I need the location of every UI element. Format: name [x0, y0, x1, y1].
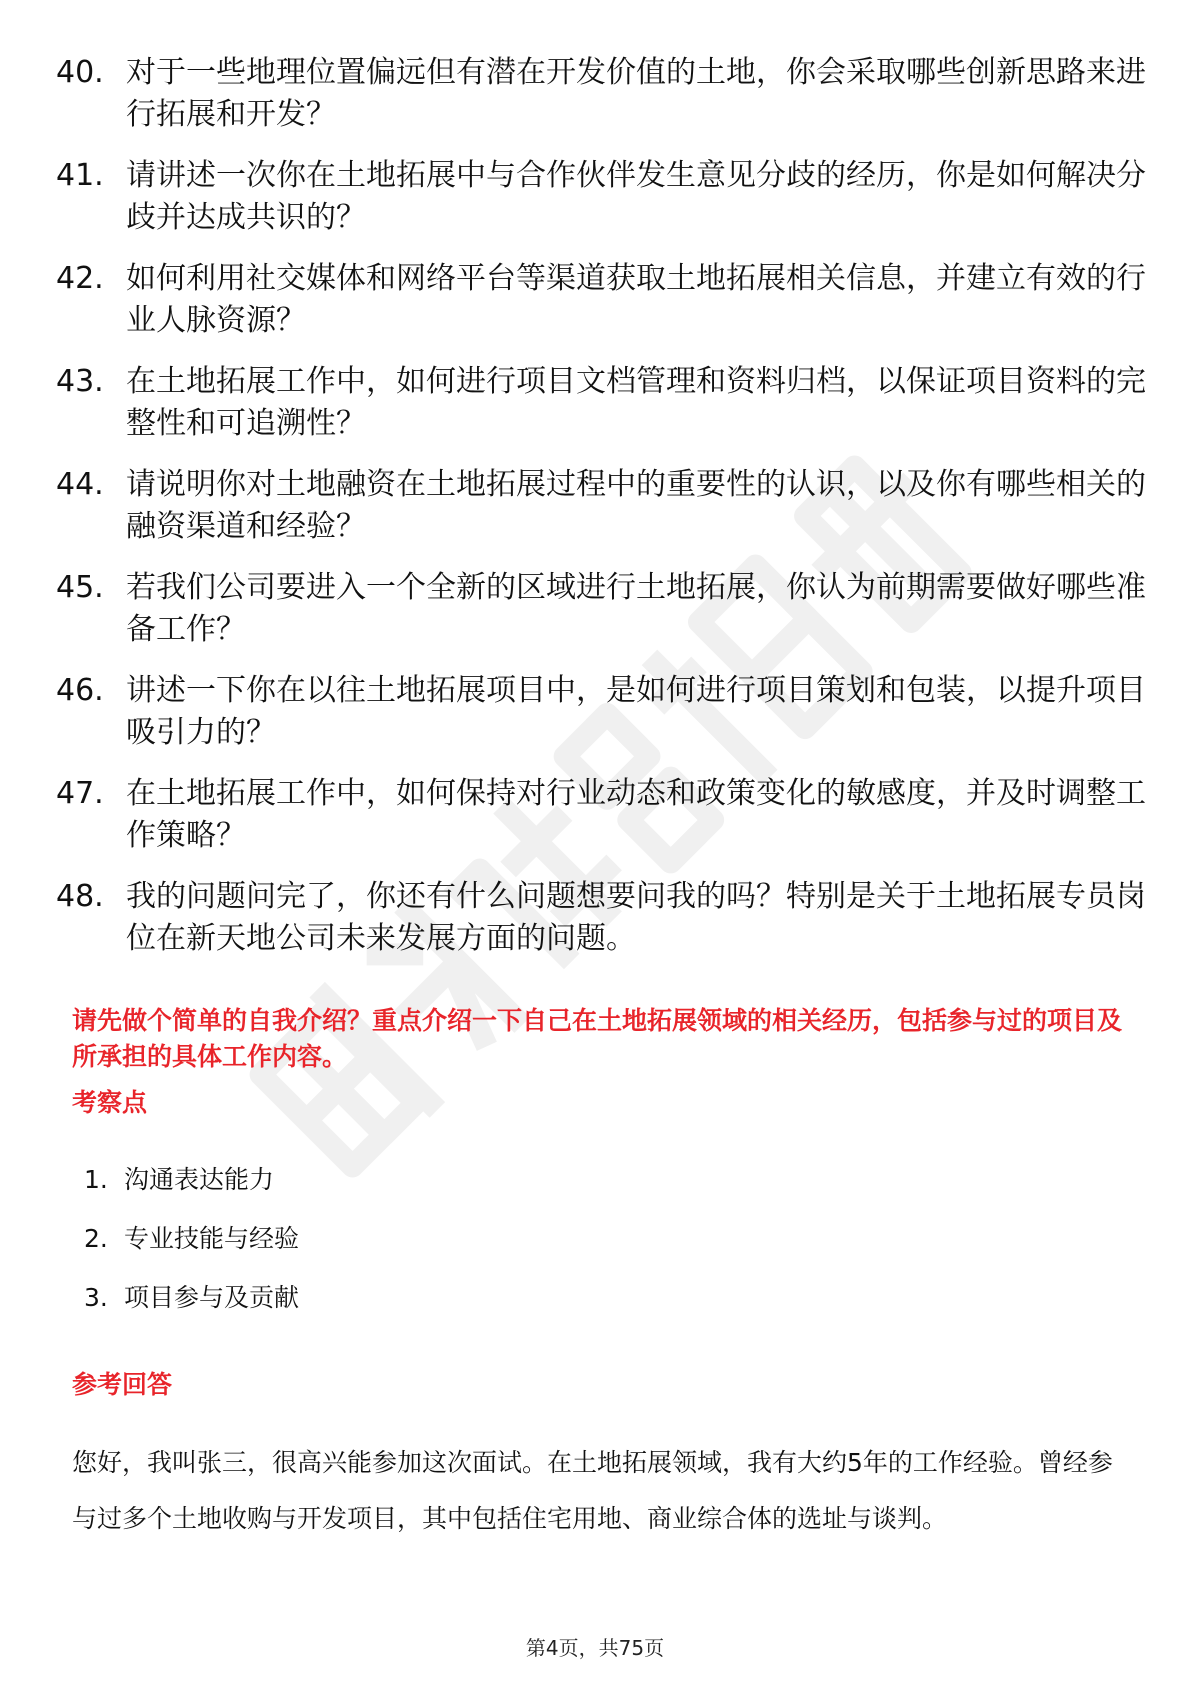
question-item: [56, 258, 1166, 342]
focus-text: 项目参与及贡献: [124, 1283, 300, 1312]
focus-text: 沟通表达能力: [124, 1165, 275, 1194]
question-text: 讲述一下你在以往土地拓展项目中，是如何进行项目策划和包装，以提升项目吸引力的？: [126, 673, 1146, 750]
question-text: 请说明你对土地融资在土地拓展过程中的重要性的认识，以及你有哪些相关的融资渠道和经验？: [126, 467, 1146, 544]
focus-item: [84, 1278, 299, 1318]
answer-section-title: 参考回答: [72, 1370, 173, 1399]
page-footer: 第4页，共75页: [525, 1636, 665, 1660]
question-number: 41.: [56, 158, 104, 193]
focus-number: 2.: [84, 1224, 108, 1253]
question-number: 46.: [56, 673, 104, 708]
question-item: [56, 464, 1166, 548]
question-text: 对于一些地理位置偏远但有潜在开发价值的土地，你会采取哪些创新思路来进行拓展和开发？: [126, 55, 1146, 132]
question-number: 40.: [56, 55, 104, 90]
question-item: [56, 361, 1166, 445]
question-text: 在土地拓展工作中，如何进行项目文档管理和资料归档，以保证项目资料的完整性和可追溯性？: [126, 364, 1146, 441]
question-number: 48.: [56, 879, 104, 914]
focus-text: 专业技能与经验: [124, 1224, 300, 1253]
question-item: [56, 773, 1166, 857]
question-text: 我的问题问完了，你还有什么问题想要问我的吗？特别是关于土地拓展专员岗位在新天地公司未来发展方面的问题。: [126, 879, 1146, 956]
question-number: 43.: [56, 364, 104, 399]
question-item: [56, 567, 1166, 651]
question-item: [56, 670, 1166, 754]
question-number: 44.: [56, 467, 104, 502]
question-text: 如何利用社交媒体和网络平台等渠道获取土地拓展相关信息，并建立有效的行业人脉资源？: [126, 261, 1146, 338]
focus-number: 3.: [84, 1283, 108, 1312]
question-number: 45.: [56, 570, 104, 605]
question-list: [56, 52, 1146, 979]
question-text: 请讲述一次你在土地拓展中与合作伙伴发生意见分歧的经历，你是如何解决分歧并达成共识的？: [126, 158, 1146, 235]
question-item: [56, 155, 1166, 239]
question-item: [56, 876, 1166, 960]
question-text: 若我们公司要进入一个全新的区域进行土地拓展，你认为前期需要做好哪些准备工作？: [126, 570, 1146, 647]
focus-item: [84, 1219, 299, 1259]
focus-number: 1.: [84, 1165, 108, 1194]
question-number: 42.: [56, 261, 104, 296]
focus-item: [84, 1160, 299, 1200]
focus-section-title: 考察点: [72, 1088, 148, 1117]
question-number: 47.: [56, 776, 104, 811]
answer-text: 您好，我叫张三，很高兴能参加这次面试。在土地拓展领域，我有大约5年的工作经验。曾经参与过多个土地收购与开发项目，其中包括住宅用地、商业综合体的选址与谈判。: [72, 1448, 1113, 1533]
focus-list: [84, 1160, 299, 1337]
highlight-question: 请先做个简单的自我介绍？重点介绍一下自己在土地拓展领域的相关经历，包括参与过的项目及所承担的具体工作内容。: [72, 1006, 1123, 1071]
question-text: 在土地拓展工作中，如何保持对行业动态和政策变化的敏感度，并及时调整工作策略？: [126, 776, 1146, 853]
question-item: [56, 52, 1166, 136]
